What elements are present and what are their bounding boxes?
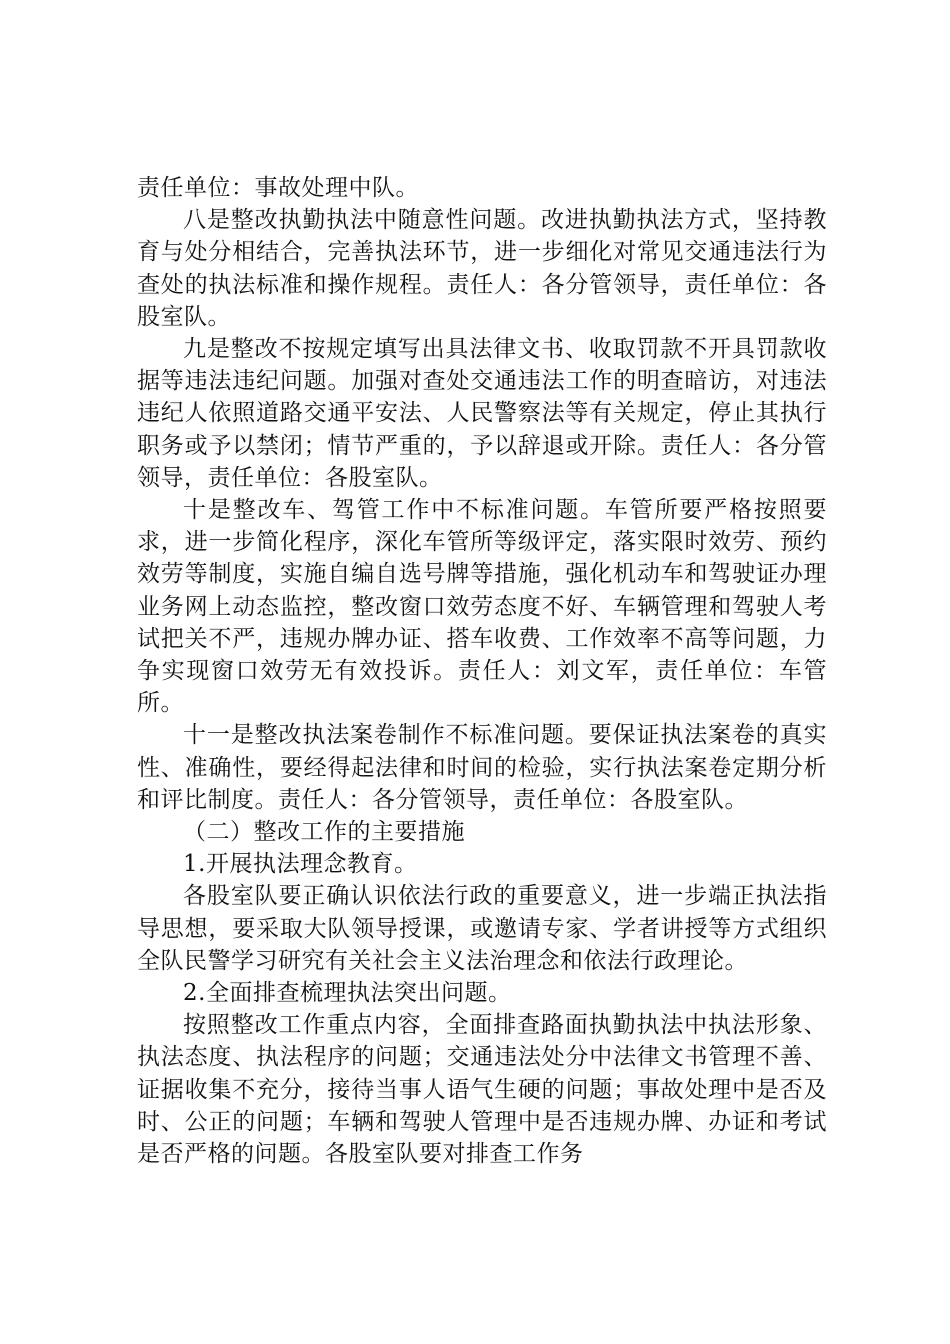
document-page — [137, 172, 827, 1170]
paragraph-responsible-unit: 责任单位：事故处理中队。 — [137, 175, 419, 201]
subheading-education: 1.开展执法理念教育。 — [183, 851, 418, 878]
section-heading-measures: （二）整改工作的主要措施 — [183, 819, 465, 846]
paragraph-item-10: 十是整改车、驾管工作中不标准问题。车管所要严格按照要求，进一步简化程序，深化车管所等级评定，落实限时效劳、预约效劳等制度，实施自编自选号牌等措施，强化机动车和驾驶证办理业务网上动态监控，整改窗口效劳态度不好、车辆管理和驾驶人考试把关不严，违规办牌办证、搭车收费、工作效率不高等问题，力争实现窗口效劳无有效投诉。责任人：刘文军，责任单位：车管所。 — [137, 497, 827, 717]
paragraph-item-8: 八是整改执勤执法中随意性问题。改进执勤执法方式，坚持教育与处分相结合，完善执法环节，进一步细化对常见交通违法行为查处的执法标准和操作规程。责任人：各分管领导，责任单位：各股室队。 — [137, 207, 827, 330]
paragraph-item-9: 九是整改不按规定填写出具法律文书、收取罚款不开具罚款收据等违法违纪问题。加强对查处交通违法工作的明查暗访，对违法违纪人依照道路交通平安法、人民警察法等有关规定，停止其执行职务或予以禁闭；情节严重的，予以辞退或开除。责任人：各分管领导，责任单位：各股室队。 — [137, 336, 827, 491]
paragraph-item-11: 十一是整改执法案卷制作不标准问题。要保证执法案卷的真实性、准确性，要经得起法律和时间的检验，实行执法案卷定期分析和评比制度。责任人：各分管领导，责任单位：各股室队。 — [137, 722, 827, 813]
paragraph-education: 各股室队要正确认识依法行政的重要意义，进一步端正执法指导思想，要采取大队领导授课，或邀请专家、学者讲授等方式组织全队民警学习研究有关社会主义法治理念和依法行政理论。 — [137, 883, 827, 974]
paragraph-investigation: 按照整改工作重点内容，全面排查路面执勤执法中执法形象、执法态度、执法程序的问题；交通违法处分中法律文书管理不善、证据收集不充分，接待当事人语气生硬的问题；事故处理中是否及时、公正的问题；车辆和驾驶人管理中是否违规办牌、办证和考试是否严格的问题。各股室队要对排查工作务 — [137, 1012, 827, 1168]
subheading-investigation: 2.全面排查梳理执法突出问题。 — [183, 980, 512, 1007]
